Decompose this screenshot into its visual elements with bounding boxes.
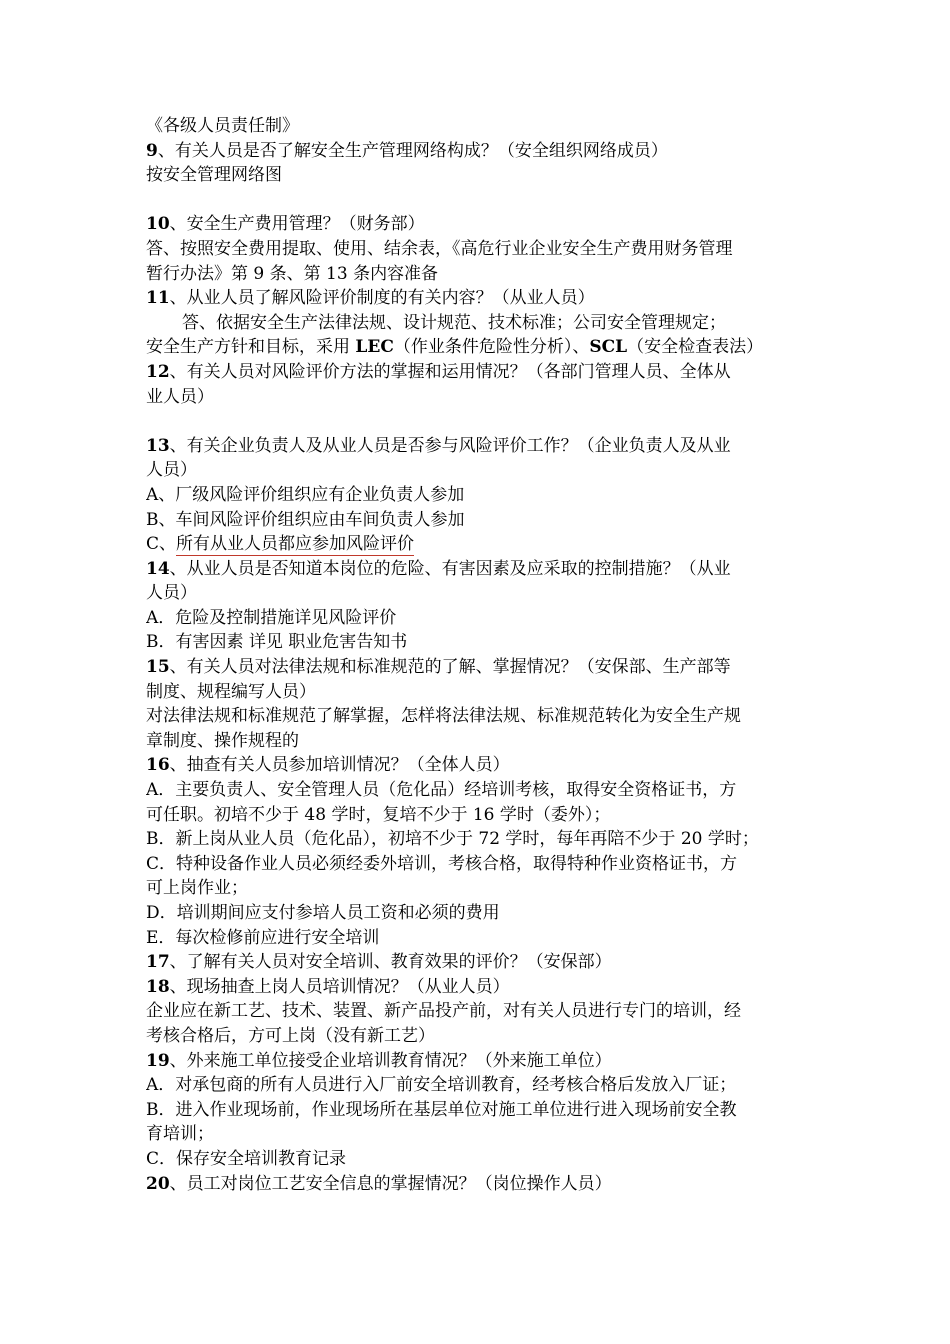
answer-line bbox=[146, 262, 810, 287]
item-text: E．每次检修前应进行安全培训 bbox=[146, 927, 380, 948]
question-text-cont bbox=[146, 458, 810, 483]
question-number: 19 bbox=[146, 1050, 170, 1071]
question-20 bbox=[146, 1172, 810, 1197]
item-text: D．培训期间应支付参培人员工资和必须的费用 bbox=[146, 903, 500, 923]
answer-text: 对法律法规和标准规范了解掌握，怎样将法律法规、标准规范转化为安全生产规 bbox=[146, 706, 741, 727]
question-number: 16 bbox=[146, 755, 170, 776]
item-text: C、 bbox=[146, 534, 177, 555]
answer-text: （作业条件危险性分析）、 bbox=[393, 337, 590, 358]
item-text: B．有害因素 详见 职业危害告知书 bbox=[146, 632, 408, 653]
answer-line bbox=[146, 704, 810, 729]
question-13 bbox=[146, 434, 810, 459]
question-12 bbox=[146, 360, 810, 385]
question-number: 14 bbox=[146, 558, 170, 579]
question-number: 20 bbox=[146, 1173, 170, 1194]
answer-text: 企业应在新工艺、技术、装置、新产品投产前，对有关人员进行专门的培训，经 bbox=[146, 1001, 741, 1022]
blank-line bbox=[146, 188, 810, 213]
item-text: B、车间风险评价组织应由车间负责人参加 bbox=[146, 509, 465, 530]
list-item bbox=[146, 852, 810, 877]
item-text: 育培训； bbox=[146, 1124, 214, 1145]
item-text: 可任职。初培不少于 48 学时，复培不少于 16 学时（委外）； bbox=[146, 804, 611, 825]
question-text-cont bbox=[146, 581, 810, 606]
answer-text: 暂行办法》第 9 条、第 13 条内容准备 bbox=[146, 263, 439, 284]
item-text: B．新上岗从业人员（危化品），初培不少于 72 学时，每年再陪不少于 20 学时； bbox=[146, 829, 759, 850]
answer-line bbox=[146, 1024, 810, 1049]
question-text: 、现场抽查上岗人员培训情况？（从业人员） bbox=[169, 976, 510, 997]
item-text: B．进入作业现场前，作业现场所在基层单位对施工单位进行进入现场前安全教 bbox=[146, 1099, 737, 1120]
answer-text: 答、依据安全生产法律法规、设计规范、技术标准；公司安全管理规定； bbox=[182, 312, 726, 333]
answer-text: 考核合格后，方可上岗（没有新工艺） bbox=[146, 1025, 435, 1046]
question-11 bbox=[146, 286, 810, 311]
list-item bbox=[146, 630, 810, 655]
tracked-change-text: 所有从业人员都应参加风险评价 bbox=[176, 534, 415, 555]
answer-line bbox=[146, 163, 810, 188]
question-18 bbox=[146, 975, 810, 1000]
question-text: 、安全生产费用管理？（财务部） bbox=[169, 214, 425, 235]
text-span: 《各级人员责任制》 bbox=[146, 116, 299, 136]
question-text: 、有关人员是否了解安全生产管理网络构成？（安全组织网络成员） bbox=[157, 140, 668, 161]
question-number: 13 bbox=[146, 435, 170, 456]
question-number: 15 bbox=[146, 657, 170, 678]
item-text: A．对承包商的所有人员进行入厂前安全培训教育，经考核合格后发放入厂证； bbox=[146, 1075, 737, 1096]
list-item bbox=[146, 1147, 810, 1172]
question-text: 制度、规程编写人员） bbox=[146, 681, 316, 702]
answer-line bbox=[146, 335, 810, 360]
question-text: 、外来施工单位接受企业培训教育情况？（外来施工单位） bbox=[169, 1050, 612, 1071]
question-number: 11 bbox=[146, 288, 170, 309]
question-text: 、有关人员对风险评价方法的掌握和运用情况？（各部门管理人员、全体从 bbox=[169, 361, 731, 382]
list-item bbox=[146, 1098, 810, 1123]
question-text-cont bbox=[146, 385, 810, 410]
list-item bbox=[146, 483, 810, 508]
question-number: 9 bbox=[146, 140, 158, 161]
question-19 bbox=[146, 1049, 810, 1074]
question-number: 12 bbox=[146, 361, 170, 382]
question-number: 10 bbox=[146, 214, 170, 235]
list-item bbox=[146, 606, 810, 631]
question-text: 、有关人员对法律法规和标准规范的了解、掌握情况？（安保部、生产部等 bbox=[169, 657, 731, 678]
answer-text: 答、按照安全费用提取、使用、结余表，《高危行业企业安全生产费用财务管理 bbox=[146, 238, 733, 259]
question-text: 、有关企业负责人及从业人员是否参与风险评价工作？（企业负责人及从业 bbox=[169, 435, 731, 456]
answer-line bbox=[146, 237, 810, 262]
question-number: 18 bbox=[146, 976, 170, 997]
item-text: A、厂级风险评价组织应有企业负责人参加 bbox=[146, 484, 465, 505]
list-item bbox=[146, 532, 810, 557]
method-abbr: LEC bbox=[355, 337, 394, 358]
answer-text: 安全生产方针和目标，采用 bbox=[146, 337, 356, 358]
item-text: 可上岗作业； bbox=[146, 878, 248, 899]
item-text: C．保存安全培训教育记录 bbox=[146, 1148, 347, 1169]
item-text: A．主要负责人、安全管理人员（危化品）经培训考核，取得安全资格证书，方 bbox=[146, 780, 737, 801]
document-page bbox=[146, 114, 810, 1196]
list-item-cont bbox=[146, 876, 810, 901]
answer-text: 按安全管理网络图 bbox=[146, 165, 282, 186]
list-item bbox=[146, 508, 810, 533]
answer-line bbox=[146, 729, 810, 754]
answer-line bbox=[146, 999, 810, 1024]
item-text: C．特种设备作业人员必须经委外培训，考核合格，取得特种作业资格证书，方 bbox=[146, 853, 738, 874]
question-text: 、从业人员了解风险评价制度的有关内容？（从业人员） bbox=[169, 288, 595, 309]
question-number: 17 bbox=[146, 952, 170, 973]
question-text: 、从业人员是否知道本岗位的危险、有害因素及应采取的控制措施？（从业 bbox=[169, 558, 731, 579]
list-item bbox=[146, 926, 810, 951]
question-text: 人员） bbox=[146, 460, 197, 481]
answer-text: 章制度、操作规程的 bbox=[146, 730, 299, 751]
list-item bbox=[146, 901, 810, 926]
answer-line bbox=[146, 311, 810, 336]
question-text: 、了解有关人员对安全培训、教育效果的评价？（安保部） bbox=[169, 952, 612, 973]
question-text: 人员） bbox=[146, 583, 197, 604]
question-17 bbox=[146, 950, 810, 975]
answer-text: （安全检查表法） bbox=[627, 337, 764, 358]
blank-line bbox=[146, 409, 810, 434]
method-abbr: SCL bbox=[589, 337, 628, 358]
item-text: A．危险及控制措施详见风险评价 bbox=[146, 607, 397, 628]
question-16 bbox=[146, 753, 810, 778]
list-item bbox=[146, 1073, 810, 1098]
question-15 bbox=[146, 655, 810, 680]
question-9 bbox=[146, 139, 810, 164]
question-text: 、员工对岗位工艺安全信息的掌握情况？（岗位操作人员） bbox=[169, 1173, 612, 1194]
list-item-cont bbox=[146, 1122, 810, 1147]
question-text: 业人员） bbox=[146, 386, 214, 407]
list-item bbox=[146, 827, 810, 852]
list-item-cont bbox=[146, 803, 810, 828]
question-14 bbox=[146, 557, 810, 582]
question-10 bbox=[146, 212, 810, 237]
list-item bbox=[146, 778, 810, 803]
text-line bbox=[146, 114, 810, 139]
question-text: 、抽查有关人员参加培训情况？（全体人员） bbox=[169, 755, 510, 776]
question-text-cont bbox=[146, 680, 810, 705]
